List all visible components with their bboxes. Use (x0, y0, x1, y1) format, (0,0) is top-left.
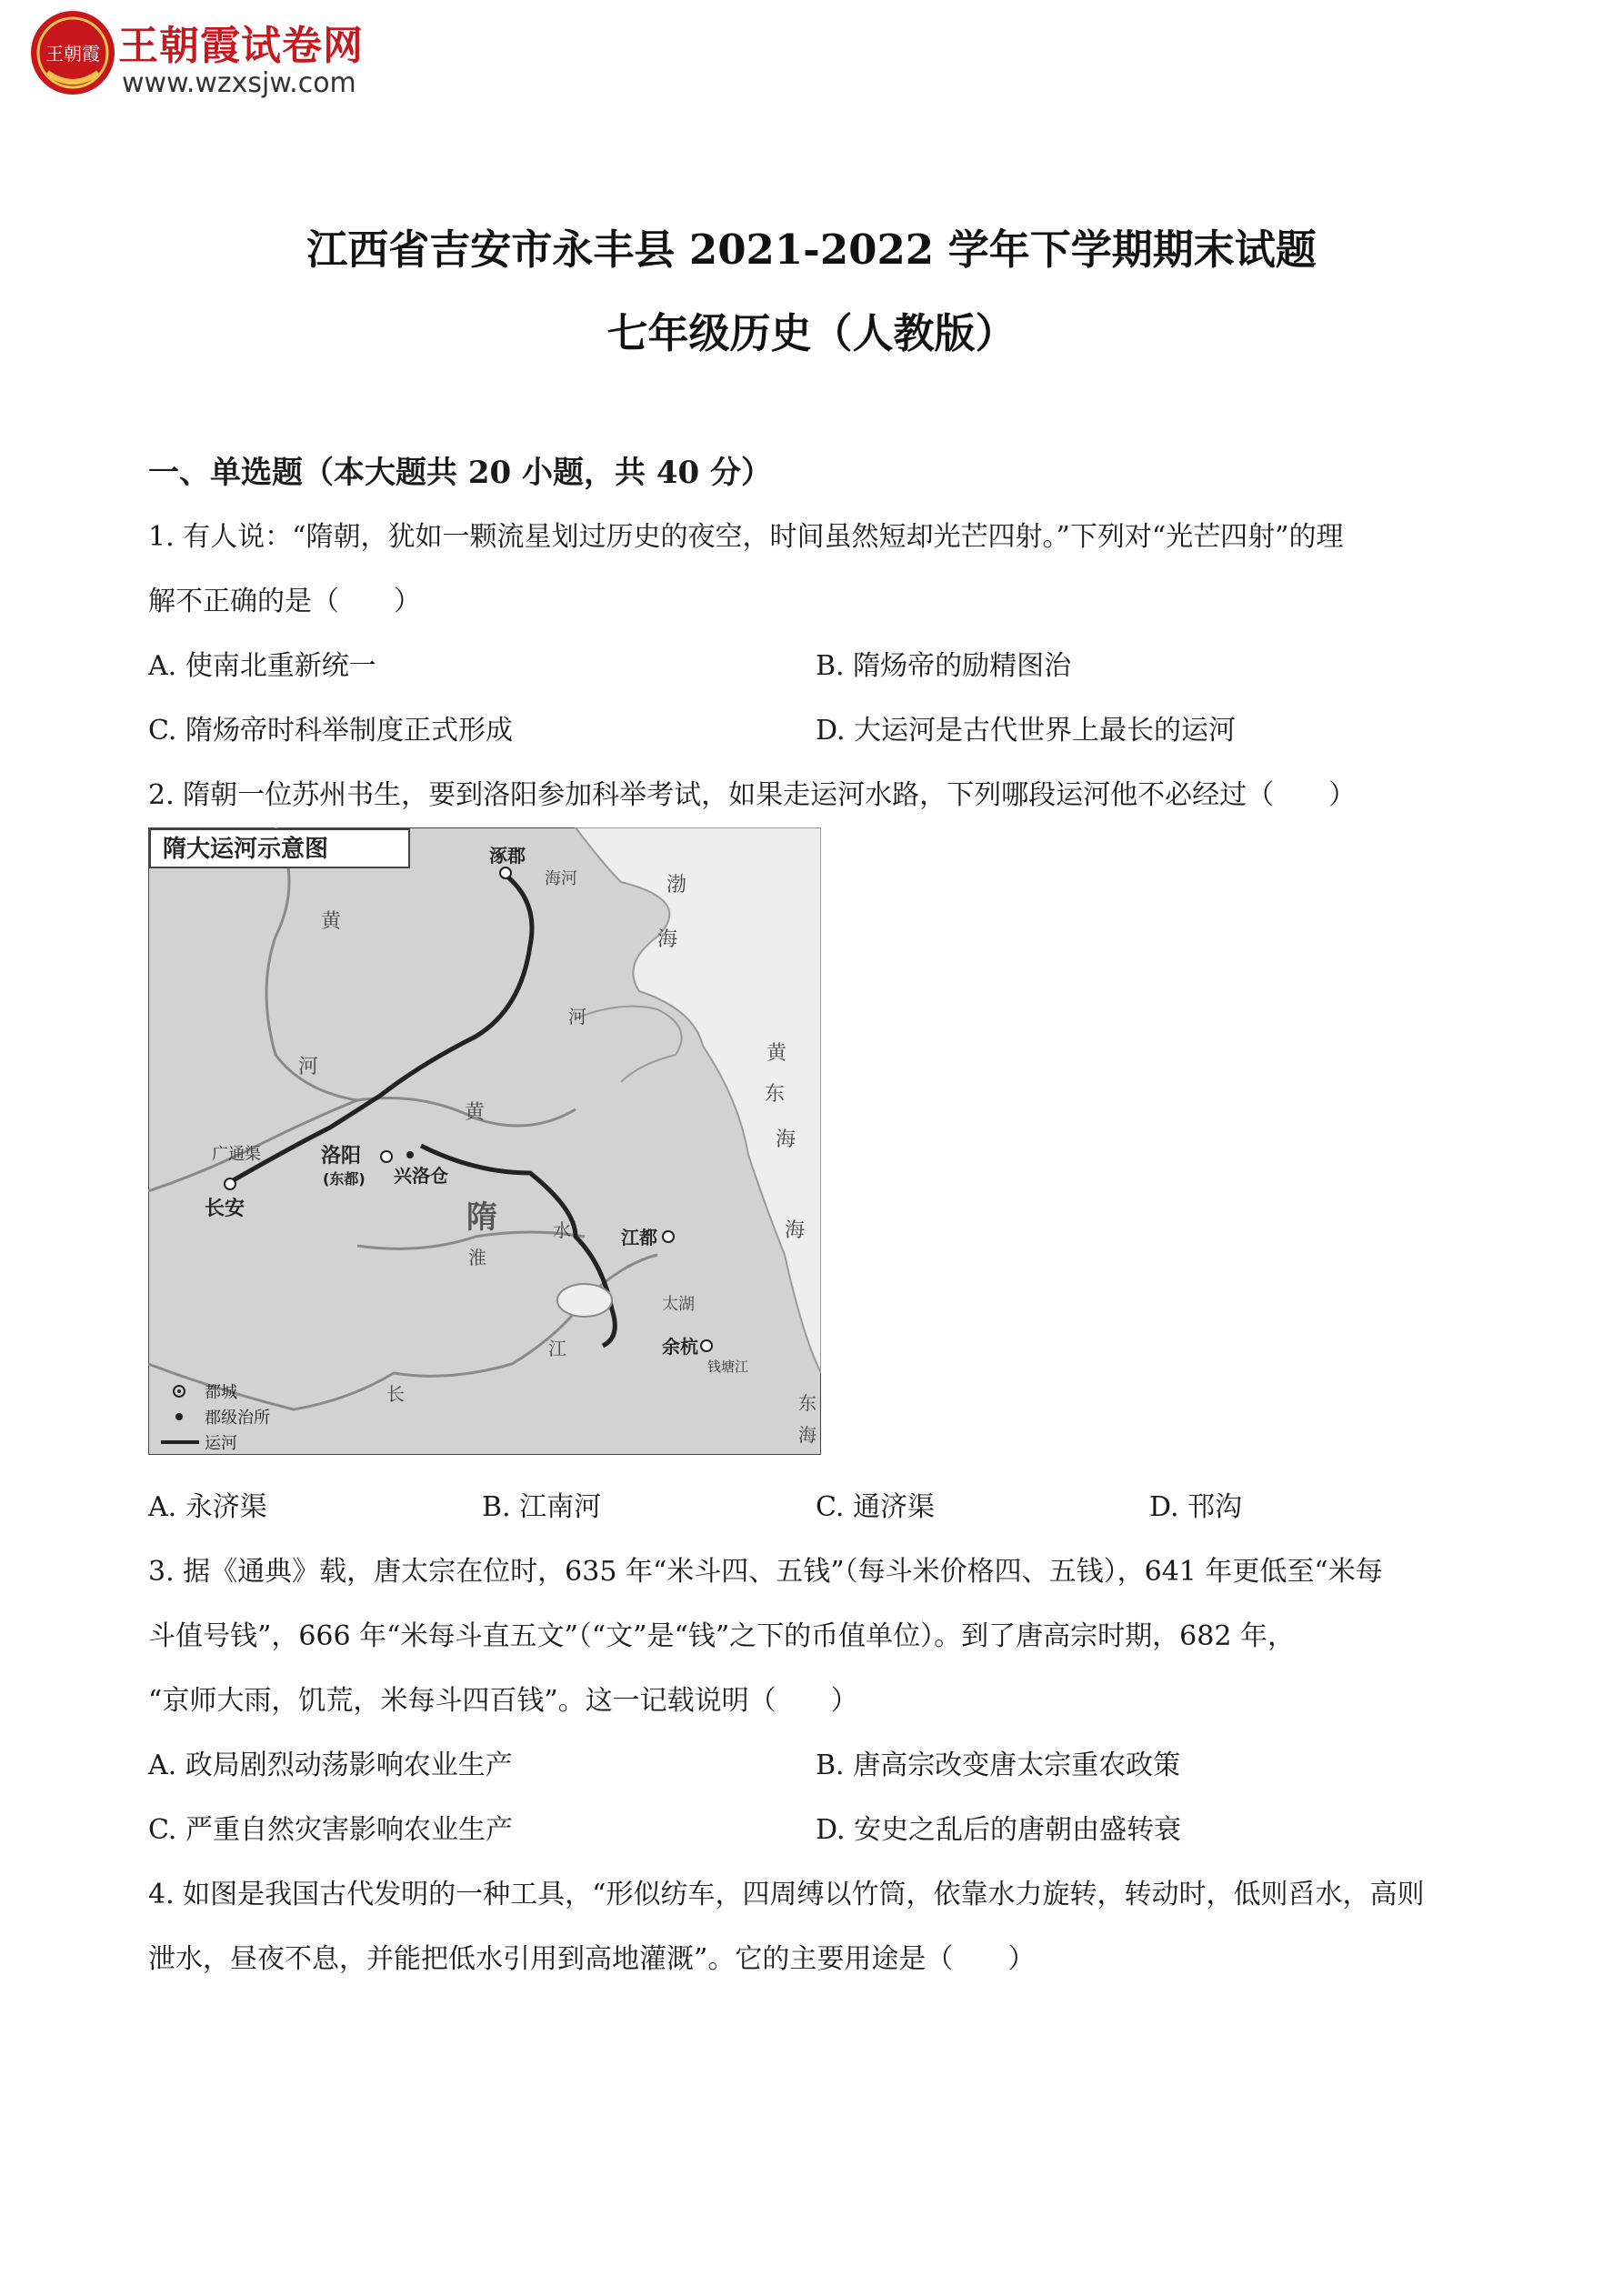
grand-canal-map (148, 827, 821, 1455)
map-label-he2: 河 (298, 1056, 319, 1078)
map-label-bo: 渤 (666, 874, 687, 897)
map-label-luoyang: 洛阳 (321, 1145, 362, 1168)
zhuojun-marker (500, 867, 511, 878)
map-taihu-lake (557, 1284, 612, 1317)
exam-subtitle: 七年级历史（人教版） (606, 309, 1017, 357)
legend-prefecture: 郡级治所 (205, 1409, 270, 1428)
map-label-huang2: 黄 (465, 1101, 486, 1124)
legend-capital: 都城 (205, 1383, 237, 1402)
map-label-huang1: 黄 (321, 910, 342, 933)
brand-url[interactable]: www.wzxsjw.com (122, 67, 356, 99)
question-3-option-a[interactable]: A. 政局剧烈动荡影响农业生产 (148, 1750, 513, 1781)
question-3-option-d[interactable]: D. 安史之乱后的唐朝由盛转衰 (816, 1814, 1182, 1846)
seal-icon (27, 7, 118, 98)
yuhang-marker (701, 1340, 712, 1351)
question-1-option-a[interactable]: A. 使南北重新统一 (148, 650, 376, 682)
legend-canal: 运河 (205, 1434, 237, 1453)
luoyang-marker (381, 1151, 392, 1162)
site-logo[interactable] (27, 7, 409, 107)
question-3-stem-line-3: “京师大雨，饥荒，米每斗四百钱”。这一记载说明（ ） (148, 1685, 858, 1717)
map-label-changan: 长安 (205, 1198, 245, 1220)
map-label-shui: 水 (553, 1219, 571, 1241)
map-label-zhuojun: 涿郡 (489, 845, 526, 867)
map-label-dong2: 东 (798, 1392, 817, 1414)
map-label-guangtongqu: 广通渠 (212, 1145, 261, 1164)
map-label-dong1: 东 (765, 1083, 786, 1106)
question-3-option-b[interactable]: B. 唐高宗改变唐太宗重农政策 (816, 1750, 1181, 1781)
map-label-huai: 淮 (468, 1247, 486, 1268)
map-label-xingluocang: 兴洛仓 (394, 1165, 448, 1187)
section-heading: 一、单选题（本大题共 20 小题，共 40 分） (148, 455, 772, 491)
map-label-huang3: 黄 (766, 1042, 787, 1065)
question-1-stem-line-1: 1. 有人说：“隋朝，犹如一颗流星划过历史的夜空，时间虽然短却光芒四射。”下列对“光芒四射”的理 (148, 521, 1344, 553)
question-3-stem-line-1: 3. 据《通典》载，唐太宗在位时，635 年“米斗四、五钱”（每斗米价格四、五钱），641 年更低至“米每 (148, 1556, 1383, 1588)
map-label-hai3: 海 (785, 1219, 806, 1242)
brand-name: 王朝霞试卷网 (118, 23, 364, 69)
question-1-option-b[interactable]: B. 隋炀帝的励精图治 (816, 650, 1072, 682)
xingluocang-marker (406, 1151, 414, 1158)
question-1-option-d[interactable]: D. 大运河是古代世界上最长的运河 (816, 715, 1237, 747)
question-1-option-c[interactable]: C. 隋炀帝时科举制度正式形成 (148, 715, 513, 747)
map-label-yuhang: 余杭 (662, 1336, 698, 1358)
seal-text: 王朝霞 (45, 43, 100, 65)
question-4-stem-line-1: 4. 如图是我国古代发明的一种工具，“形似纺车，四周缚以竹筒，依靠水力旋转，转动时，低则舀水，高则 (148, 1879, 1425, 1910)
map-label-jiangdu: 江都 (621, 1227, 657, 1248)
question-2-option-c[interactable]: C. 通济渠 (816, 1491, 935, 1523)
jiangdu-marker (663, 1231, 674, 1242)
map-label-hai2: 海 (776, 1128, 796, 1151)
map-label-taihu: 太湖 (662, 1295, 695, 1314)
question-2-option-b[interactable]: B. 江南河 (482, 1491, 602, 1523)
map-label-chang: 长 (386, 1383, 405, 1405)
map-label-dongdu: (东都) (323, 1170, 366, 1188)
question-2-option-d[interactable]: D. 邗沟 (1149, 1491, 1243, 1523)
map-label-jiang: 江 (548, 1338, 566, 1359)
question-1-stem-line-2: 解不正确的是（ ） (148, 586, 421, 617)
map-label-sui: 隋 (466, 1199, 497, 1236)
question-3-option-c[interactable]: C. 严重自然灾害影响农业生产 (148, 1814, 513, 1846)
question-3-stem-line-2: 斗值号钱”，666 年“米每斗直五文”（“文”是“钱”之下的币值单位）。到了唐高宗时期，682 年， (148, 1620, 1295, 1652)
map-label-hai4: 海 (798, 1424, 817, 1446)
map-label-he1: 河 (568, 1006, 586, 1028)
question-2-stem-line-1: 2. 隋朝一位苏州书生，要到洛阳参加科举考试，如果走运河水路，下列哪段运河他不必经过（ ） (148, 779, 1357, 811)
map-label-qiantangjiang: 钱塘江 (707, 1359, 749, 1375)
changan-marker (225, 1178, 235, 1189)
legend-prefecture-icon (175, 1413, 183, 1420)
exam-title: 江西省吉安市永丰县 2021-2022 学年下学期期末试题 (306, 226, 1317, 274)
map-label-haihe: 海河 (545, 869, 577, 888)
map-label-hai1: 海 (657, 928, 678, 951)
map-title: 隋大运河示意图 (163, 836, 329, 863)
question-2-option-a[interactable]: A. 永济渠 (148, 1491, 267, 1523)
question-4-stem-line-2: 泄水，昼夜不息，并能把低水引用到高地灌溉”。它的主要用途是（ ） (148, 1943, 1036, 1975)
